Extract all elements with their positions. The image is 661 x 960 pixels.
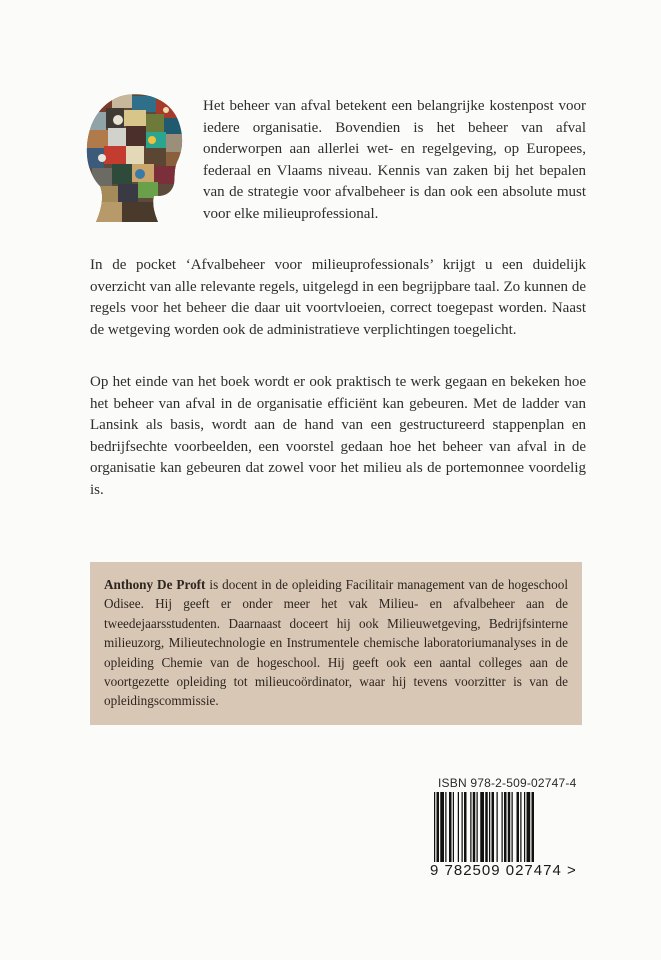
barcode-digits: 9 782509 027474 > [430, 862, 577, 879]
head-silhouette-made-of-waste-icon [82, 92, 186, 224]
isbn-label: ISBN 978-2-509-02747-4 [438, 776, 577, 790]
barcode-icon [432, 792, 584, 862]
author-bio [104, 575, 568, 711]
author-name: Anthony De Proft [104, 577, 206, 592]
practical-paragraph: Op het einde van het boek wordt er ook praktisch te werk gegaan en bekeken hoe het beheer van afval in de organisatie efficiënt kan gebeuren. Met de ladder van Lansink als basis, wordt aan de hand van een gestructureerd stappenplan en bedrijfsechte voorbeelden, een voorstel gedaan hoe het beheer van afval in de organisatie kan gebeuren dat zowel voor het milieu als de portemonnee voordelig is. [90, 374, 586, 498]
author-bio-text: is docent in de opleiding Facilitair management van de hogeschool Odisee. Hij geeft er onder meer het vak Milieu- en afvalbeheer aan de tweedejaarsstudenten. Daarnaast doceert hij ook Milieuwetgeving, Bedrijfsinterne milieuzorg, Milieutechnologie en Instrumentele chemische laboratoriumanalyses in de opleiding Chemie van de hogeschool. Hij geeft ook een aantal colleges aan de voortgezette opleiding tot milieucoördinator, waar hij tevens voorzitter is van de opleidingscommissie. [104, 577, 569, 709]
author-bio-box [90, 562, 582, 725]
intro-paragraph: Het beheer van afval betekent een belangrijke kostenpost voor iedere organisatie. Bovendien is het beheer van afval onderworpen aan allerlei wet- en regelgeving, op Europees, federaal en Vlaams niveau. Kennis van zaken bij het bepalen van de strategie voor afvalbeheer is dan ook een absolute must voor elke milieuprofessional. [203, 98, 586, 222]
pocket-paragraph: In de pocket ‘Afvalbeheer voor milieuprofessionals’ krijgt u een duidelijk overzicht van alle relevante regels, uitgelegd in een begrijpbare taal. Zo kunnen de regels voor het beheer die daar uit voortvloeien, correct toegepast worden. Naast de wetgeving worden ook de administratieve verplichtingen toegelicht. [90, 257, 586, 338]
